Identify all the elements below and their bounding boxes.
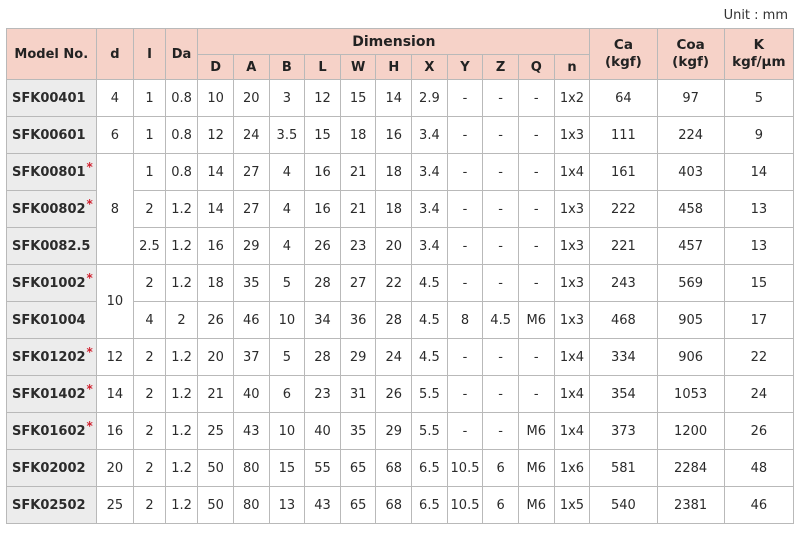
- cell-L: 16: [305, 154, 341, 191]
- cell-W: 21: [340, 154, 376, 191]
- cell-coa: 457: [657, 228, 724, 265]
- cell-A: 27: [233, 154, 269, 191]
- cell-Z: -: [483, 191, 519, 228]
- cell-Q: M6: [518, 487, 554, 524]
- cell-Z: -: [483, 80, 519, 117]
- header-coa-label: Coa: [676, 37, 705, 53]
- model-number: SFK01002: [12, 275, 86, 291]
- model-cell: [7, 487, 97, 524]
- model-number: SFK01402: [12, 386, 86, 402]
- cell-Y: -: [447, 339, 483, 376]
- cell-Z: -: [483, 413, 519, 450]
- cell-A: 20: [233, 80, 269, 117]
- header-k: [724, 29, 793, 80]
- cell-Y: -: [447, 265, 483, 302]
- cell-da: 1.2: [165, 376, 198, 413]
- cell-W: 29: [340, 339, 376, 376]
- model-number: SFK00801: [12, 164, 86, 180]
- header-coa-unit: (kgf): [672, 54, 710, 70]
- star-mark: *: [86, 344, 93, 359]
- cell-coa: 569: [657, 265, 724, 302]
- cell-ca: 354: [590, 376, 657, 413]
- star-mark: *: [86, 196, 93, 211]
- cell-B: 5: [269, 339, 305, 376]
- cell-H: 18: [376, 191, 412, 228]
- cell-L: 28: [305, 265, 341, 302]
- cell-Z: -: [483, 376, 519, 413]
- header-l: I: [134, 29, 166, 80]
- cell-X: 3.4: [412, 117, 448, 154]
- cell-da: 1.2: [165, 487, 198, 524]
- cell-A: 37: [233, 339, 269, 376]
- cell-X: 5.5: [412, 376, 448, 413]
- table-row: [7, 339, 794, 376]
- cell-D: 10: [198, 80, 234, 117]
- cell-n: 1x4: [554, 339, 590, 376]
- cell-d: 10: [96, 265, 134, 339]
- star-mark: *: [86, 159, 93, 174]
- cell-B: 3: [269, 80, 305, 117]
- cell-H: 68: [376, 487, 412, 524]
- cell-l: 2: [134, 450, 166, 487]
- cell-B: 5: [269, 265, 305, 302]
- cell-W: 21: [340, 191, 376, 228]
- cell-H: 16: [376, 117, 412, 154]
- cell-Z: 4.5: [483, 302, 519, 339]
- model-cell: [7, 413, 97, 450]
- cell-da: 1.2: [165, 450, 198, 487]
- cell-da: 1.2: [165, 228, 198, 265]
- header-dim-A: A: [233, 55, 269, 80]
- header-dim-Q: Q: [518, 55, 554, 80]
- cell-n: 1x2: [554, 80, 590, 117]
- cell-l: 2: [134, 413, 166, 450]
- cell-X: 6.5: [412, 487, 448, 524]
- header-dim-Y: Y: [447, 55, 483, 80]
- cell-da: 2: [165, 302, 198, 339]
- cell-d: 6: [96, 117, 134, 154]
- model-cell: [7, 228, 97, 265]
- cell-k: 15: [724, 265, 793, 302]
- cell-W: 18: [340, 117, 376, 154]
- header-dimension: Dimension: [198, 29, 590, 55]
- cell-X: 3.4: [412, 191, 448, 228]
- cell-A: 24: [233, 117, 269, 154]
- cell-ca: 243: [590, 265, 657, 302]
- cell-H: 22: [376, 265, 412, 302]
- header-d: d: [96, 29, 134, 80]
- cell-Y: 10.5: [447, 487, 483, 524]
- cell-W: 65: [340, 450, 376, 487]
- cell-coa: 2284: [657, 450, 724, 487]
- cell-k: 48: [724, 450, 793, 487]
- cell-W: 27: [340, 265, 376, 302]
- cell-ca: 111: [590, 117, 657, 154]
- cell-n: 1x3: [554, 117, 590, 154]
- header-da: Da: [165, 29, 198, 80]
- cell-da: 1.2: [165, 191, 198, 228]
- cell-k: 5: [724, 80, 793, 117]
- cell-ca: 540: [590, 487, 657, 524]
- table-row: [7, 80, 794, 117]
- model-number: SFK02502: [12, 497, 86, 513]
- model-number: SFK01202: [12, 349, 86, 365]
- cell-Y: -: [447, 228, 483, 265]
- header-dim-H: H: [376, 55, 412, 80]
- cell-ca: 334: [590, 339, 657, 376]
- cell-l: 1: [134, 80, 166, 117]
- cell-k: 46: [724, 487, 793, 524]
- model-cell: [7, 339, 97, 376]
- cell-L: 16: [305, 191, 341, 228]
- model-cell: [7, 376, 97, 413]
- cell-Q: -: [518, 117, 554, 154]
- cell-X: 5.5: [412, 413, 448, 450]
- cell-ca: 161: [590, 154, 657, 191]
- cell-k: 24: [724, 376, 793, 413]
- cell-l: 1: [134, 117, 166, 154]
- header-dim-Z: Z: [483, 55, 519, 80]
- cell-coa: 403: [657, 154, 724, 191]
- cell-X: 4.5: [412, 265, 448, 302]
- cell-n: 1x5: [554, 487, 590, 524]
- cell-Q: M6: [518, 302, 554, 339]
- cell-Z: 6: [483, 487, 519, 524]
- cell-D: 16: [198, 228, 234, 265]
- cell-k: 9: [724, 117, 793, 154]
- cell-l: 2: [134, 191, 166, 228]
- cell-L: 34: [305, 302, 341, 339]
- cell-Y: -: [447, 154, 483, 191]
- cell-k: 14: [724, 154, 793, 191]
- cell-n: 1x6: [554, 450, 590, 487]
- cell-X: 2.9: [412, 80, 448, 117]
- cell-l: 2: [134, 376, 166, 413]
- cell-Y: 10.5: [447, 450, 483, 487]
- cell-H: 24: [376, 339, 412, 376]
- cell-D: 25: [198, 413, 234, 450]
- cell-Z: -: [483, 154, 519, 191]
- header-dim-W: W: [340, 55, 376, 80]
- model-cell: [7, 117, 97, 154]
- star-mark: *: [86, 381, 93, 396]
- cell-X: 3.4: [412, 154, 448, 191]
- cell-coa: 1200: [657, 413, 724, 450]
- cell-B: 10: [269, 302, 305, 339]
- cell-W: 65: [340, 487, 376, 524]
- cell-l: 2: [134, 265, 166, 302]
- cell-L: 28: [305, 339, 341, 376]
- cell-B: 4: [269, 228, 305, 265]
- cell-A: 43: [233, 413, 269, 450]
- cell-D: 14: [198, 154, 234, 191]
- cell-l: 4: [134, 302, 166, 339]
- cell-B: 10: [269, 413, 305, 450]
- cell-k: 22: [724, 339, 793, 376]
- star-mark: *: [86, 418, 93, 433]
- cell-Z: -: [483, 339, 519, 376]
- table-row: [7, 265, 794, 302]
- cell-X: 3.4: [412, 228, 448, 265]
- model-cell: [7, 80, 97, 117]
- cell-k: 13: [724, 191, 793, 228]
- cell-Q: M6: [518, 450, 554, 487]
- header-dim-n: n: [554, 55, 590, 80]
- cell-coa: 2381: [657, 487, 724, 524]
- cell-Q: -: [518, 191, 554, 228]
- cell-Q: -: [518, 80, 554, 117]
- cell-Y: -: [447, 413, 483, 450]
- header-ca-label: Ca: [613, 37, 633, 53]
- cell-k: 13: [724, 228, 793, 265]
- cell-H: 29: [376, 413, 412, 450]
- cell-B: 3.5: [269, 117, 305, 154]
- cell-B: 15: [269, 450, 305, 487]
- table-row: [7, 413, 794, 450]
- cell-W: 36: [340, 302, 376, 339]
- cell-Y: -: [447, 80, 483, 117]
- cell-ca: 64: [590, 80, 657, 117]
- model-cell: [7, 265, 97, 302]
- cell-Z: -: [483, 117, 519, 154]
- table-row: [7, 487, 794, 524]
- cell-W: 35: [340, 413, 376, 450]
- cell-k: 26: [724, 413, 793, 450]
- cell-Q: -: [518, 228, 554, 265]
- header-k-label: K: [753, 37, 765, 53]
- table-row: [7, 154, 794, 191]
- cell-n: 1x3: [554, 302, 590, 339]
- cell-da: 0.8: [165, 117, 198, 154]
- cell-D: 20: [198, 339, 234, 376]
- cell-Q: M6: [518, 413, 554, 450]
- table-row: [7, 117, 794, 154]
- model-number: SFK00802: [12, 201, 86, 217]
- cell-d: 20: [96, 450, 134, 487]
- cell-ca: 222: [590, 191, 657, 228]
- cell-H: 28: [376, 302, 412, 339]
- cell-d: 14: [96, 376, 134, 413]
- cell-H: 14: [376, 80, 412, 117]
- cell-l: 2: [134, 339, 166, 376]
- header-ca: [590, 29, 657, 80]
- cell-da: 1.2: [165, 265, 198, 302]
- cell-coa: 97: [657, 80, 724, 117]
- cell-da: 1.2: [165, 413, 198, 450]
- cell-B: 13: [269, 487, 305, 524]
- cell-ca: 373: [590, 413, 657, 450]
- cell-A: 27: [233, 191, 269, 228]
- cell-D: 21: [198, 376, 234, 413]
- cell-Y: -: [447, 376, 483, 413]
- cell-H: 18: [376, 154, 412, 191]
- cell-D: 14: [198, 191, 234, 228]
- cell-coa: 906: [657, 339, 724, 376]
- cell-da: 0.8: [165, 80, 198, 117]
- cell-A: 35: [233, 265, 269, 302]
- model-number: SFK00401: [12, 90, 86, 106]
- cell-X: 4.5: [412, 339, 448, 376]
- header-model: Model No.: [7, 29, 97, 80]
- model-number: SFK01004: [12, 312, 86, 328]
- model-cell: [7, 154, 97, 191]
- cell-n: 1x4: [554, 376, 590, 413]
- cell-D: 12: [198, 117, 234, 154]
- cell-d: 4: [96, 80, 134, 117]
- header-ca-unit: (kgf): [605, 54, 642, 70]
- cell-Q: -: [518, 265, 554, 302]
- unit-label: Unit : mm: [723, 8, 788, 23]
- model-number: SFK02002: [12, 460, 86, 476]
- cell-n: 1x3: [554, 265, 590, 302]
- cell-L: 12: [305, 80, 341, 117]
- cell-n: 1x4: [554, 154, 590, 191]
- cell-L: 26: [305, 228, 341, 265]
- cell-Y: -: [447, 191, 483, 228]
- cell-Q: -: [518, 154, 554, 191]
- cell-W: 15: [340, 80, 376, 117]
- cell-W: 23: [340, 228, 376, 265]
- model-cell: [7, 191, 97, 228]
- cell-coa: 458: [657, 191, 724, 228]
- cell-coa: 224: [657, 117, 724, 154]
- cell-H: 20: [376, 228, 412, 265]
- cell-L: 23: [305, 376, 341, 413]
- cell-l: 2.5: [134, 228, 166, 265]
- cell-A: 80: [233, 450, 269, 487]
- cell-l: 1: [134, 154, 166, 191]
- cell-Y: -: [447, 117, 483, 154]
- table-body: [7, 80, 794, 524]
- cell-d: 12: [96, 339, 134, 376]
- cell-d: 16: [96, 413, 134, 450]
- cell-coa: 1053: [657, 376, 724, 413]
- cell-ca: 581: [590, 450, 657, 487]
- cell-Z: -: [483, 228, 519, 265]
- cell-Q: -: [518, 376, 554, 413]
- model-cell: [7, 450, 97, 487]
- model-number: SFK0082.5: [12, 238, 91, 254]
- cell-ca: 468: [590, 302, 657, 339]
- cell-n: 1x4: [554, 413, 590, 450]
- cell-A: 29: [233, 228, 269, 265]
- cell-Q: -: [518, 339, 554, 376]
- cell-d: 25: [96, 487, 134, 524]
- cell-H: 68: [376, 450, 412, 487]
- cell-A: 80: [233, 487, 269, 524]
- cell-B: 4: [269, 154, 305, 191]
- model-number: SFK01602: [12, 423, 86, 439]
- header-dim-X: X: [412, 55, 448, 80]
- cell-l: 2: [134, 487, 166, 524]
- cell-da: 0.8: [165, 154, 198, 191]
- cell-B: 6: [269, 376, 305, 413]
- cell-Z: 6: [483, 450, 519, 487]
- cell-da: 1.2: [165, 339, 198, 376]
- spec-table: [6, 28, 794, 524]
- cell-D: 26: [198, 302, 234, 339]
- cell-n: 1x3: [554, 191, 590, 228]
- cell-X: 4.5: [412, 302, 448, 339]
- table-row: [7, 450, 794, 487]
- cell-A: 40: [233, 376, 269, 413]
- cell-L: 40: [305, 413, 341, 450]
- cell-d: 8: [96, 154, 134, 265]
- model-number: SFK00601: [12, 127, 86, 143]
- cell-B: 4: [269, 191, 305, 228]
- cell-W: 31: [340, 376, 376, 413]
- star-mark: *: [86, 270, 93, 285]
- cell-D: 18: [198, 265, 234, 302]
- table-row: [7, 376, 794, 413]
- model-cell: [7, 302, 97, 339]
- cell-L: 55: [305, 450, 341, 487]
- cell-D: 50: [198, 487, 234, 524]
- cell-k: 17: [724, 302, 793, 339]
- cell-H: 26: [376, 376, 412, 413]
- cell-ca: 221: [590, 228, 657, 265]
- cell-Y: 8: [447, 302, 483, 339]
- cell-n: 1x3: [554, 228, 590, 265]
- cell-coa: 905: [657, 302, 724, 339]
- header-dim-D: D: [198, 55, 234, 80]
- cell-L: 43: [305, 487, 341, 524]
- header-coa: [657, 29, 724, 80]
- cell-X: 6.5: [412, 450, 448, 487]
- cell-L: 15: [305, 117, 341, 154]
- cell-A: 46: [233, 302, 269, 339]
- cell-Z: -: [483, 265, 519, 302]
- header-dim-L: L: [305, 55, 341, 80]
- header-dim-B: B: [269, 55, 305, 80]
- header-k-unit: kgf/μm: [732, 54, 786, 70]
- cell-D: 50: [198, 450, 234, 487]
